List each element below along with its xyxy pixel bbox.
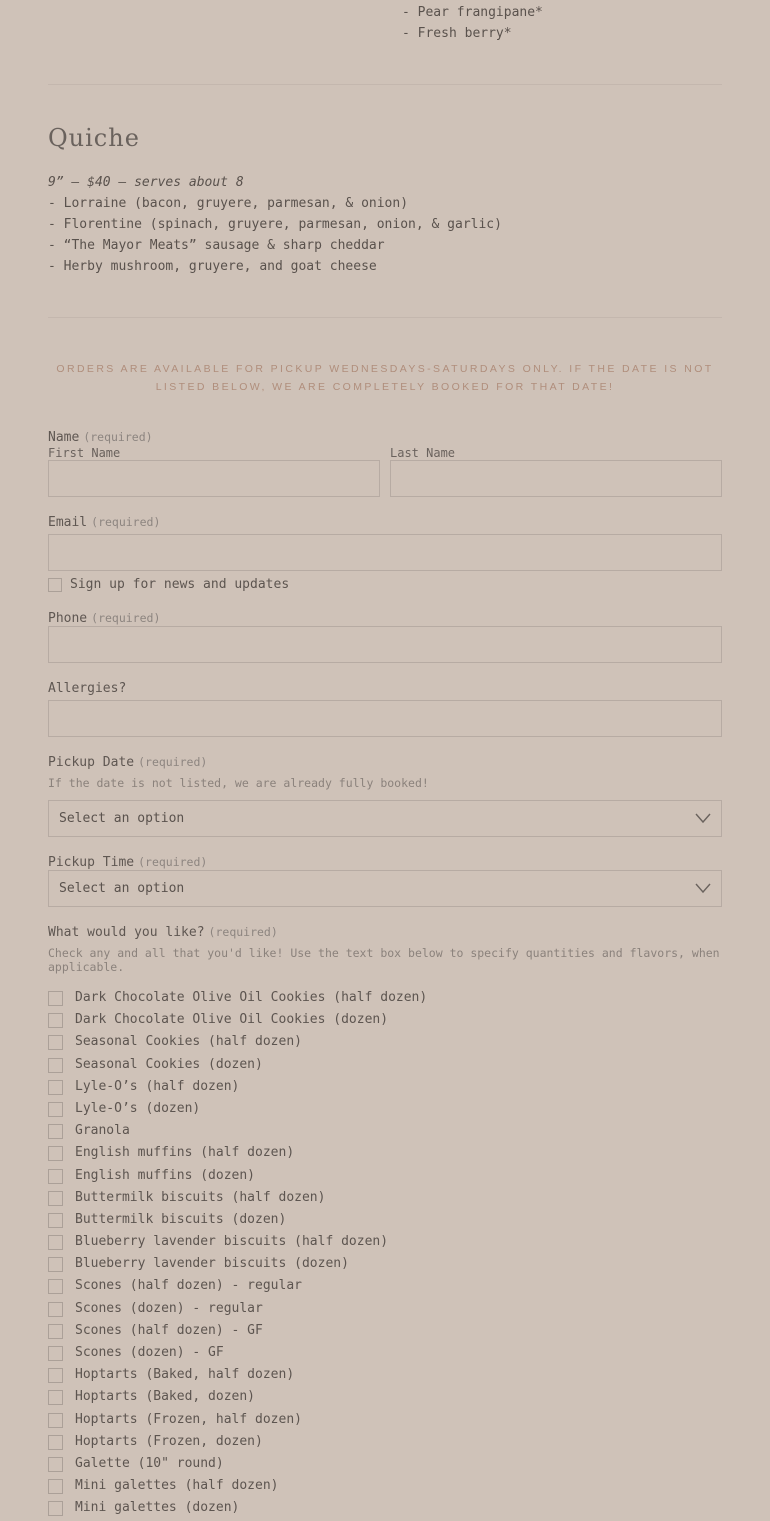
order-option[interactable] [48,1254,722,1276]
order-option-label: Hoptarts (Baked, half dozen) [75,1367,295,1383]
pickup-date-help: If the date is not listed, we are already fully booked! [48,776,429,790]
checkbox[interactable] [48,1368,63,1383]
order-option-label: Scones (half dozen) - regular [75,1278,302,1294]
order-option[interactable] [48,1055,722,1077]
allergies-field[interactable] [48,700,722,737]
checkbox[interactable] [48,1257,63,1272]
order-option[interactable] [48,1143,722,1165]
newsletter-checkbox[interactable] [48,578,62,592]
checkbox[interactable] [48,1080,63,1095]
order-option[interactable] [48,1387,722,1409]
phone-label-text: Phone [48,611,88,626]
order-option[interactable] [48,1232,722,1254]
required-indicator: (required) [91,515,161,529]
pickup-time-label [48,855,207,870]
name-label [48,430,153,445]
order-option-label: Seasonal Cookies (dozen) [75,1056,263,1072]
order-option[interactable] [48,1010,722,1032]
order-label-text: What would you like? [48,925,205,940]
name-label-text: Name [48,430,80,445]
chevron-down-icon [695,812,711,824]
pickup-time-select[interactable] [48,870,722,907]
first-name-label: First Name [48,446,121,460]
checkbox[interactable] [48,1146,63,1161]
order-option-label: Mini galettes (half dozen) [75,1478,279,1494]
quiche-item: - “The Mayor Meats” sausage & sharp cheddar [48,238,385,253]
pickup-date-label [48,755,207,770]
checkbox[interactable] [48,1035,63,1050]
checkbox[interactable] [48,1346,63,1361]
order-option[interactable] [48,1476,722,1498]
order-option-label: Hoptarts (Frozen, half dozen) [75,1411,302,1427]
order-option-label: Scones (half dozen) - GF [75,1322,263,1338]
order-option-label: English muffins (dozen) [75,1167,256,1183]
order-option-label: Blueberry lavender biscuits (dozen) [75,1256,349,1272]
order-option-label: Seasonal Cookies (half dozen) [75,1034,302,1050]
pickup-date-label-text: Pickup Date [48,755,135,770]
order-option[interactable] [48,1432,722,1454]
first-name-input[interactable] [48,460,380,497]
phone-field[interactable] [48,626,722,663]
order-option-label: Scones (dozen) - regular [75,1300,263,1316]
checkbox[interactable] [48,1302,63,1317]
order-option[interactable] [48,1276,722,1298]
order-option-label: Buttermilk biscuits (dozen) [75,1211,287,1227]
quiche-item: - Herby mushroom, gruyere, and goat cheese [48,259,377,274]
email-field[interactable] [48,534,722,571]
newsletter-label: Sign up for news and updates [70,577,290,592]
checkbox[interactable] [48,1324,63,1339]
order-help: Check any and all that you'd like! Use the text box below to specify quantities and flavors, when applicable. [48,946,720,974]
required-indicator: (required) [208,925,278,939]
checkbox[interactable] [48,1191,63,1206]
checkbox[interactable] [48,1213,63,1228]
order-option[interactable] [48,1498,722,1520]
top-menu-item: - Fresh berry* [402,26,512,41]
top-menu-list [402,2,543,44]
order-option[interactable] [48,1365,722,1387]
order-option[interactable] [48,1166,722,1188]
order-option[interactable] [48,1410,722,1432]
phone-label [48,611,160,626]
email-label-text: Email [48,515,88,530]
order-option-label: Hoptarts (Frozen, dozen) [75,1433,263,1449]
order-option[interactable] [48,1121,722,1143]
divider [48,84,722,85]
quiche-title: Quiche [48,124,140,152]
checkbox[interactable] [48,1102,63,1117]
pickup-date-select[interactable] [48,800,722,837]
checkbox[interactable] [48,1457,63,1472]
checkbox[interactable] [48,1501,63,1516]
order-option-label: Dark Chocolate Olive Oil Cookies (half dozen) [75,990,428,1005]
order-option[interactable] [48,1032,722,1054]
order-option[interactable] [48,1454,722,1476]
checkbox[interactable] [48,1235,63,1250]
divider [48,317,722,318]
order-option[interactable] [48,988,722,1010]
checkbox[interactable] [48,1279,63,1294]
email-label [48,515,160,530]
quiche-subtitle: 9” — $40 — serves about 8 [48,175,244,190]
order-option-label: Galette (10" round) [75,1455,224,1471]
required-indicator: (required) [138,855,208,869]
order-option-label: Granola [75,1123,130,1139]
order-option-label: Lyle-O’s (half dozen) [75,1078,240,1094]
quiche-item: - Lorraine (bacon, gruyere, parmesan, & onion) [48,196,409,211]
order-option-label: Dark Chocolate Olive Oil Cookies (dozen) [75,1012,389,1028]
checkbox[interactable] [48,1390,63,1405]
order-option-label: English muffins (half dozen) [75,1145,295,1161]
required-indicator: (required) [138,755,208,769]
top-menu-item: - Pear frangipane* [402,5,543,20]
order-option[interactable] [48,1343,722,1365]
pickup-notice: ORDERS ARE AVAILABLE FOR PICKUP WEDNESDAYS-SATURDAYS ONLY. IF THE DATE IS NOT LISTED BELOW, WE ARE COMPLETELY BOOKED FOR THAT DATE! [56,363,714,393]
checkbox[interactable] [48,1435,63,1450]
order-option-label: Mini galettes (dozen) [75,1500,240,1516]
checkbox[interactable] [48,1013,63,1028]
order-option[interactable] [48,1321,722,1343]
order-label [48,925,278,940]
order-option-label: Blueberry lavender biscuits (half dozen) [75,1234,389,1250]
order-option[interactable] [48,1299,722,1321]
last-name-label: Last Name [390,446,456,460]
pickup-time-label-text: Pickup Time [48,855,135,870]
order-option[interactable] [48,1188,722,1210]
last-name-input[interactable] [390,460,722,497]
order-option-label: Lyle-O’s (dozen) [75,1100,201,1116]
quiche-details [48,172,502,277]
checkbox[interactable] [48,1124,63,1139]
checkbox[interactable] [48,991,63,1006]
order-option-label: Hoptarts (Baked, dozen) [75,1389,256,1405]
required-indicator: (required) [91,611,161,625]
checkbox[interactable] [48,1479,63,1494]
order-option[interactable] [48,1077,722,1099]
order-option[interactable] [48,1210,722,1232]
pickup-time-value: Select an option [59,881,185,896]
order-options-list [48,988,722,1521]
checkbox[interactable] [48,1058,63,1073]
order-option[interactable] [48,1099,722,1121]
order-option-label: Scones (dozen) - GF [75,1345,224,1360]
chevron-down-icon [695,882,711,894]
order-option-label: Buttermilk biscuits (half dozen) [75,1189,326,1205]
pickup-date-value: Select an option [59,811,185,826]
checkbox[interactable] [48,1169,63,1184]
quiche-item: - Florentine (spinach, gruyere, parmesan, onion, & garlic) [48,217,502,232]
checkbox[interactable] [48,1413,63,1428]
allergies-label: Allergies? [48,681,127,696]
required-indicator: (required) [83,430,153,444]
